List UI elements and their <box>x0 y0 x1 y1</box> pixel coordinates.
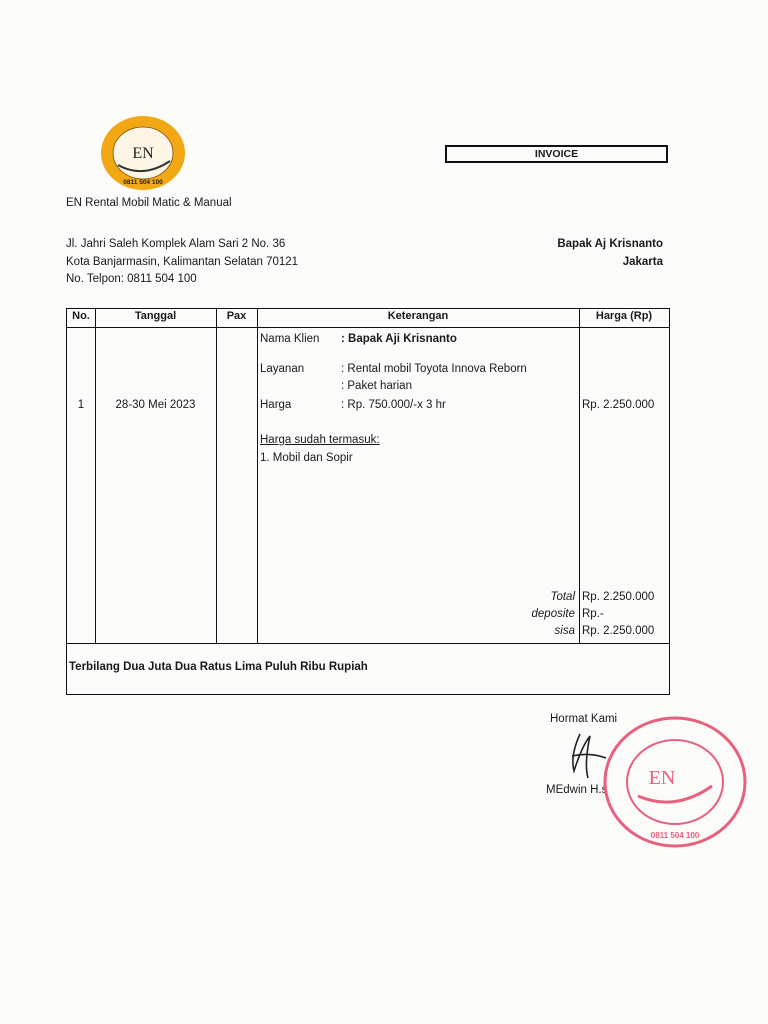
company-name: EN Rental Mobil Matic & Manual <box>66 197 232 209</box>
company-address-line2: Kota Banjarmasin, Kalimantan Selatan 70121 <box>66 256 299 268</box>
row-harga: Rp. 2.250.000 <box>582 399 655 411</box>
svg-text:EN: EN <box>132 145 154 162</box>
customer-name: Bapak Aj Krisnanto <box>557 238 663 250</box>
company-logo <box>100 115 186 191</box>
header-keterangan: Keterangan <box>387 310 449 322</box>
invoice-title: INVOICE <box>445 145 668 163</box>
klien-label: Nama Klien <box>260 333 320 345</box>
included-item: 1. Mobil dan Sopir <box>260 452 353 464</box>
included-title: Harga sudah termasuk: <box>260 434 380 446</box>
company-address-line1: Jl. Jahri Saleh Komplek Alam Sari 2 No. 36 <box>66 238 286 250</box>
header-tanggal: Tanggal <box>134 310 177 322</box>
total-label: Total <box>550 591 575 603</box>
sisa-value: Rp. 2.250.000 <box>582 625 655 637</box>
header-pax: Pax <box>226 310 247 322</box>
layanan-value-2: : Paket harian <box>341 380 412 392</box>
customer-city: Jakarta <box>622 256 663 268</box>
header-no: No. <box>72 310 90 322</box>
svg-text:EN: EN <box>648 767 676 789</box>
header-harga: Harga (Rp) <box>595 310 653 322</box>
harga-value: : Rp. 750.000/-x 3 hr <box>341 399 446 411</box>
row-tanggal: 28-30 Mei 2023 <box>115 399 196 411</box>
harga-label: Harga <box>260 399 292 411</box>
signer-name: MEdwin H.s <box>546 784 608 796</box>
closing-greeting: Hormat Kami <box>550 713 618 725</box>
row-no: 1 <box>77 399 85 411</box>
deposit-value: Rp.- <box>582 608 604 620</box>
deposit-label: deposite <box>531 608 575 620</box>
invoice-table <box>66 308 670 695</box>
klien-value: : Bapak Aji Krisnanto <box>341 333 457 345</box>
svg-text:0811 504 100: 0811 504 100 <box>123 179 163 186</box>
company-phone: No. Telpon: 0811 504 100 <box>66 273 197 285</box>
total-value: Rp. 2.250.000 <box>582 591 655 603</box>
layanan-label: Layanan <box>260 363 305 375</box>
terbilang: Terbilang Dua Juta Dua Ratus Lima Puluh Ribu Rupiah <box>69 661 368 673</box>
svg-text:0811 504 100: 0811 504 100 <box>650 831 700 840</box>
sisa-label: sisa <box>554 625 575 637</box>
company-stamp <box>600 712 750 852</box>
layanan-value-1: : Rental mobil Toyota Innova Reborn <box>341 363 527 375</box>
